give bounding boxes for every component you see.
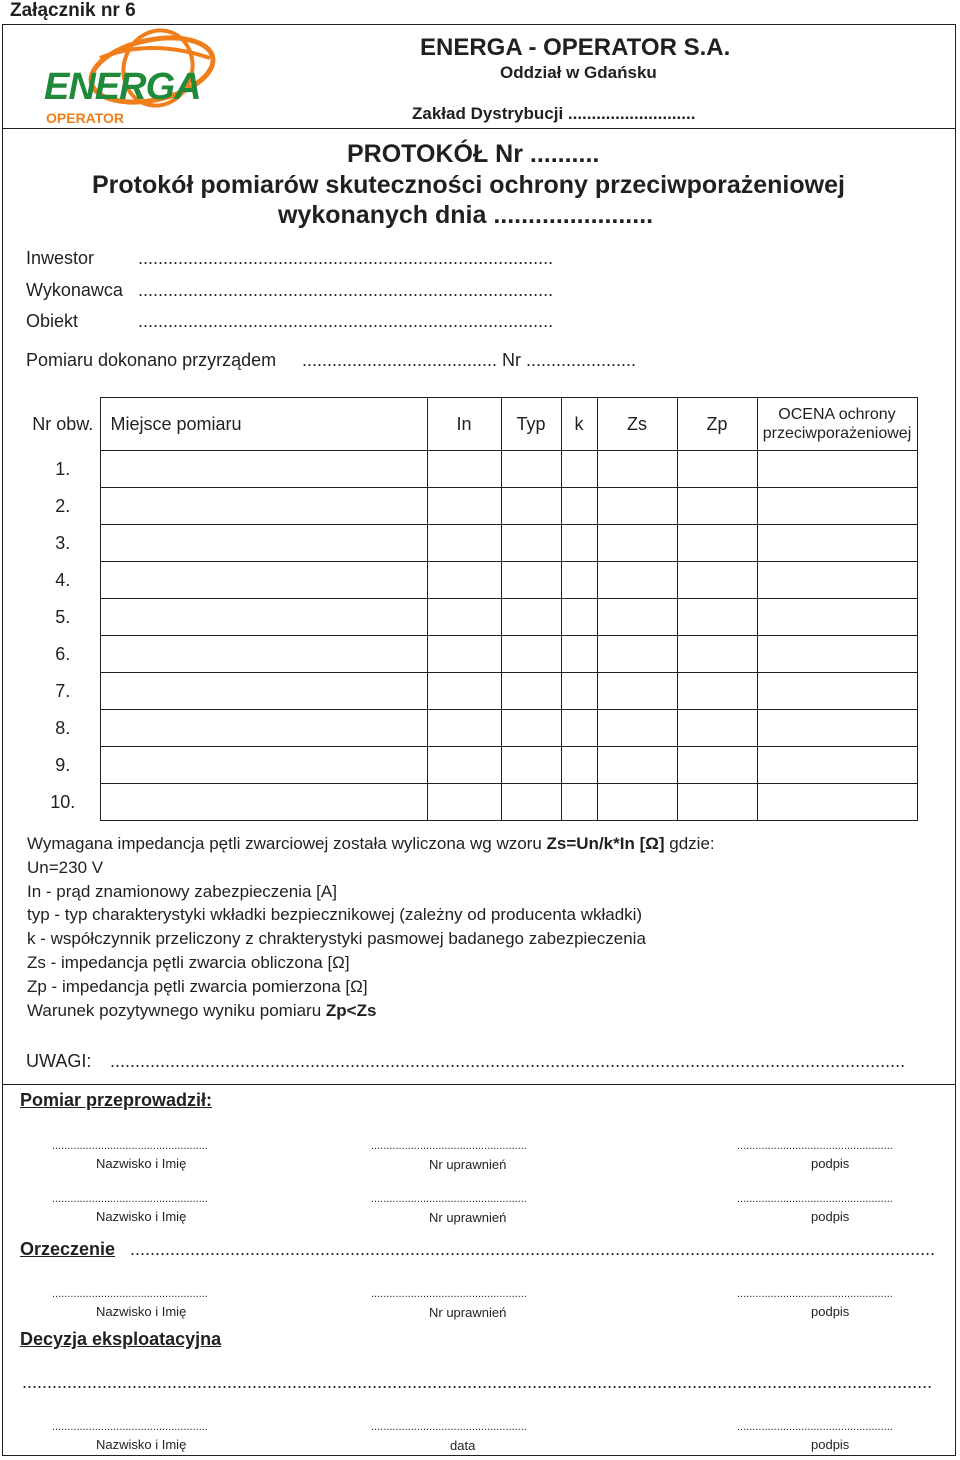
table-row [26,525,917,562]
row-number: 9. [26,747,100,784]
cell-zp[interactable] [677,784,757,821]
cell-typ[interactable] [501,599,561,636]
plant-name: Zakład Dystrybucji ........................... [412,104,696,123]
signature-dots[interactable]: ................................................... [737,1288,893,1300]
legend-line-in: In - prąd znamionowy zabezpieczenia [A] [27,881,337,901]
remarks-label: UWAGI: [26,1051,92,1071]
row-number: 7. [26,673,100,710]
cell-k[interactable] [561,784,597,821]
cell-typ[interactable] [501,710,561,747]
cell-in[interactable] [427,710,501,747]
protocol-number-title: PROTOKÓŁ Nr .......... [347,140,600,168]
legend-line-un: Un=230 V [27,857,104,877]
remarks-divider [2,1084,956,1085]
table-row [26,451,917,488]
cell-zs[interactable] [597,562,677,599]
legend-line-condition [27,999,715,1023]
table-row [26,747,917,784]
cell-ocena[interactable] [757,673,917,710]
signature-dots[interactable]: ................................................... [371,1193,527,1205]
decision-field[interactable]: ...................................................................................................................................................................................... [22,1372,933,1392]
table-row [26,710,917,747]
table-row [26,562,917,599]
legend-line-zp: Zp - impedancja pętli zwarcia pomierzona [Ω] [27,976,368,996]
cell-k[interactable] [561,525,597,562]
decision-heading: Decyzja eksploatacyjna [20,1329,222,1349]
signature-dots[interactable]: ................................................... [737,1140,893,1152]
cell-zs[interactable] [597,636,677,673]
cell-in[interactable] [427,784,501,821]
legend-line-formula [27,832,715,856]
legend-line-k: k - współczynnik przeliczony z chrakterystyki pasmowej badanego zabezpieczenia [27,929,646,949]
cell-zs[interactable] [597,784,677,821]
branch-name: Oddział w Gdańsku [500,63,657,82]
cell-zs[interactable] [597,673,677,710]
contractor-label: Wykonawca [26,280,123,300]
device-field[interactable]: ....................................... Nr ...................... [302,350,637,370]
row-number: 6. [26,636,100,673]
cell-typ[interactable] [501,488,561,525]
cell-k[interactable] [561,488,597,525]
cell-ocena[interactable] [757,525,917,562]
signature-dots[interactable]: ................................................... [52,1421,208,1433]
signature-dots[interactable]: ................................................... [371,1288,527,1300]
col-header-place: Miejsce pomiaru [100,398,427,451]
cell-place[interactable] [100,488,427,525]
cell-zp[interactable] [677,562,757,599]
cell-in[interactable] [427,451,501,488]
cell-in[interactable] [427,525,501,562]
energa-logo [40,28,220,128]
cell-in[interactable] [427,562,501,599]
col-header-nr: Nr obw. [26,398,100,451]
company-name: ENERGA - OPERATOR S.A. [420,34,731,61]
table-row [26,784,917,821]
row-number: 3. [26,525,100,562]
cell-zp[interactable] [677,451,757,488]
protocol-title: Protokół pomiarów skuteczności ochrony przeciwporażeniowej [92,171,845,199]
ruling-field[interactable]: ................................................................................................................................................................. [130,1239,936,1259]
cell-zp[interactable] [677,747,757,784]
formula-legend [27,832,715,1022]
cell-k[interactable] [561,562,597,599]
col-header-zp: Zp [677,398,757,451]
cell-place[interactable] [100,784,427,821]
table-row [26,599,917,636]
cell-k[interactable] [561,451,597,488]
cell-zs[interactable] [597,451,677,488]
cell-zs[interactable] [597,747,677,784]
table-header-row [26,398,917,451]
cell-in[interactable] [427,673,501,710]
table-row [26,673,917,710]
cell-zp[interactable] [677,636,757,673]
measured-by-heading: Pomiar przeprowadził: [20,1090,213,1110]
cell-ocena[interactable] [757,562,917,599]
cell-k[interactable] [561,636,597,673]
cell-typ[interactable] [501,451,561,488]
object-label: Obiekt [26,311,79,331]
legend-formula-outro: gdzie: [664,834,715,853]
license-caption: Nr uprawnień [429,1157,507,1172]
col-header-ocena: OCENA ochrony przeciwporażeniowej [757,398,917,451]
cell-in[interactable] [427,599,501,636]
cell-zs[interactable] [597,599,677,636]
row-number: 10. [26,784,100,821]
cell-ocena[interactable] [757,599,917,636]
cell-typ[interactable] [501,747,561,784]
cell-place[interactable] [100,451,427,488]
legend-line-typ: typ - typ charakterystyki wkładki bezpiecznikowej (zależny od producenta wkładki) [27,905,643,925]
header-divider [2,128,956,129]
signature-dots[interactable]: ................................................... [737,1193,893,1205]
signature-dots[interactable]: ................................................... [52,1193,208,1205]
col-header-k: k [561,398,597,451]
signature-caption: podpis [811,1437,850,1452]
date-caption: data [450,1438,476,1453]
signature-caption: podpis [811,1156,850,1171]
cell-zp[interactable] [677,673,757,710]
col-header-typ: Typ [501,398,561,451]
signature-caption: podpis [811,1304,850,1319]
row-number: 5. [26,599,100,636]
cell-k[interactable] [561,747,597,784]
legend-condition-intro: Warunek pozytywnego wyniku pomiaru [27,1000,326,1020]
cell-typ[interactable] [501,784,561,821]
cell-in[interactable] [427,636,501,673]
measurement-table [26,397,918,821]
cell-in[interactable] [427,488,501,525]
signature-dots[interactable]: ................................................... [52,1288,208,1300]
signature-dots[interactable]: ................................................... [737,1421,893,1433]
cell-zs[interactable] [597,525,677,562]
remarks-field[interactable]: ............................................................................................................................................................... [110,1051,906,1071]
cell-k[interactable] [561,673,597,710]
row-number: 8. [26,710,100,747]
logo-subtitle: OPERATOR [46,110,125,126]
cell-place[interactable] [100,525,427,562]
cell-typ[interactable] [501,636,561,673]
cell-ocena[interactable] [757,747,917,784]
cell-place[interactable] [100,562,427,599]
cell-zp[interactable] [677,525,757,562]
cell-k[interactable] [561,599,597,636]
cell-zp[interactable] [677,710,757,747]
cell-typ[interactable] [501,525,561,562]
cell-ocena[interactable] [757,451,917,488]
signature-caption: podpis [811,1209,850,1224]
license-caption: Nr uprawnień [429,1210,507,1225]
row-number: 2. [26,488,100,525]
table-row [26,488,917,525]
signature-dots[interactable]: ................................................... [52,1140,208,1152]
table-row [26,636,917,673]
signature-dots[interactable]: ................................................... [371,1140,527,1152]
device-label: Pomiaru dokonano przyrządem [26,350,277,370]
cell-zs[interactable] [597,710,677,747]
cell-ocena[interactable] [757,488,917,525]
cell-place[interactable] [100,636,427,673]
contractor-field[interactable]: ................................................................................... [138,280,554,300]
cell-zs[interactable] [597,488,677,525]
name-caption: Nazwisko i Imię [96,1437,187,1452]
cell-typ[interactable] [501,562,561,599]
row-number: 4. [26,562,100,599]
cell-ocena[interactable] [757,636,917,673]
protocol-date-title: wykonanych dnia ....................... [278,201,654,229]
cell-place[interactable] [100,747,427,784]
signature-dots[interactable]: ................................................... [371,1421,527,1433]
cell-place[interactable] [100,599,427,636]
col-header-zs: Zs [597,398,677,451]
investor-field[interactable]: ................................................................................... [138,248,554,268]
legend-formula: Zs=Un/k*In [Ω] [546,834,665,853]
row-number: 1. [26,451,100,488]
legend-condition: Zp<Zs [325,1000,377,1020]
cell-zp[interactable] [677,488,757,525]
name-caption: Nazwisko i Imię [96,1209,187,1224]
cell-place[interactable] [100,673,427,710]
cell-ocena[interactable] [757,784,917,821]
cell-place[interactable] [100,710,427,747]
attachment-label: Załącznik nr 6 [10,0,136,21]
legend-line-zs: Zs - impedancja pętli zwarcia obliczona [Ω] [27,952,350,972]
object-field[interactable]: ................................................................................... [138,311,554,331]
cell-k[interactable] [561,710,597,747]
license-caption: Nr uprawnień [429,1305,507,1320]
legend-formula-intro: Wymagana impedancja pętli zwarciowej została wyliczona wg wzoru [27,834,547,853]
name-caption: Nazwisko i Imię [96,1304,187,1319]
name-caption: Nazwisko i Imię [96,1156,187,1171]
col-header-in: In [427,398,501,451]
cell-in[interactable] [427,747,501,784]
ruling-heading: Orzeczenie [20,1239,116,1259]
logo-wordmark: ENERGA [44,66,201,108]
cell-ocena[interactable] [757,710,917,747]
cell-zp[interactable] [677,599,757,636]
investor-label: Inwestor [26,248,95,268]
cell-typ[interactable] [501,673,561,710]
